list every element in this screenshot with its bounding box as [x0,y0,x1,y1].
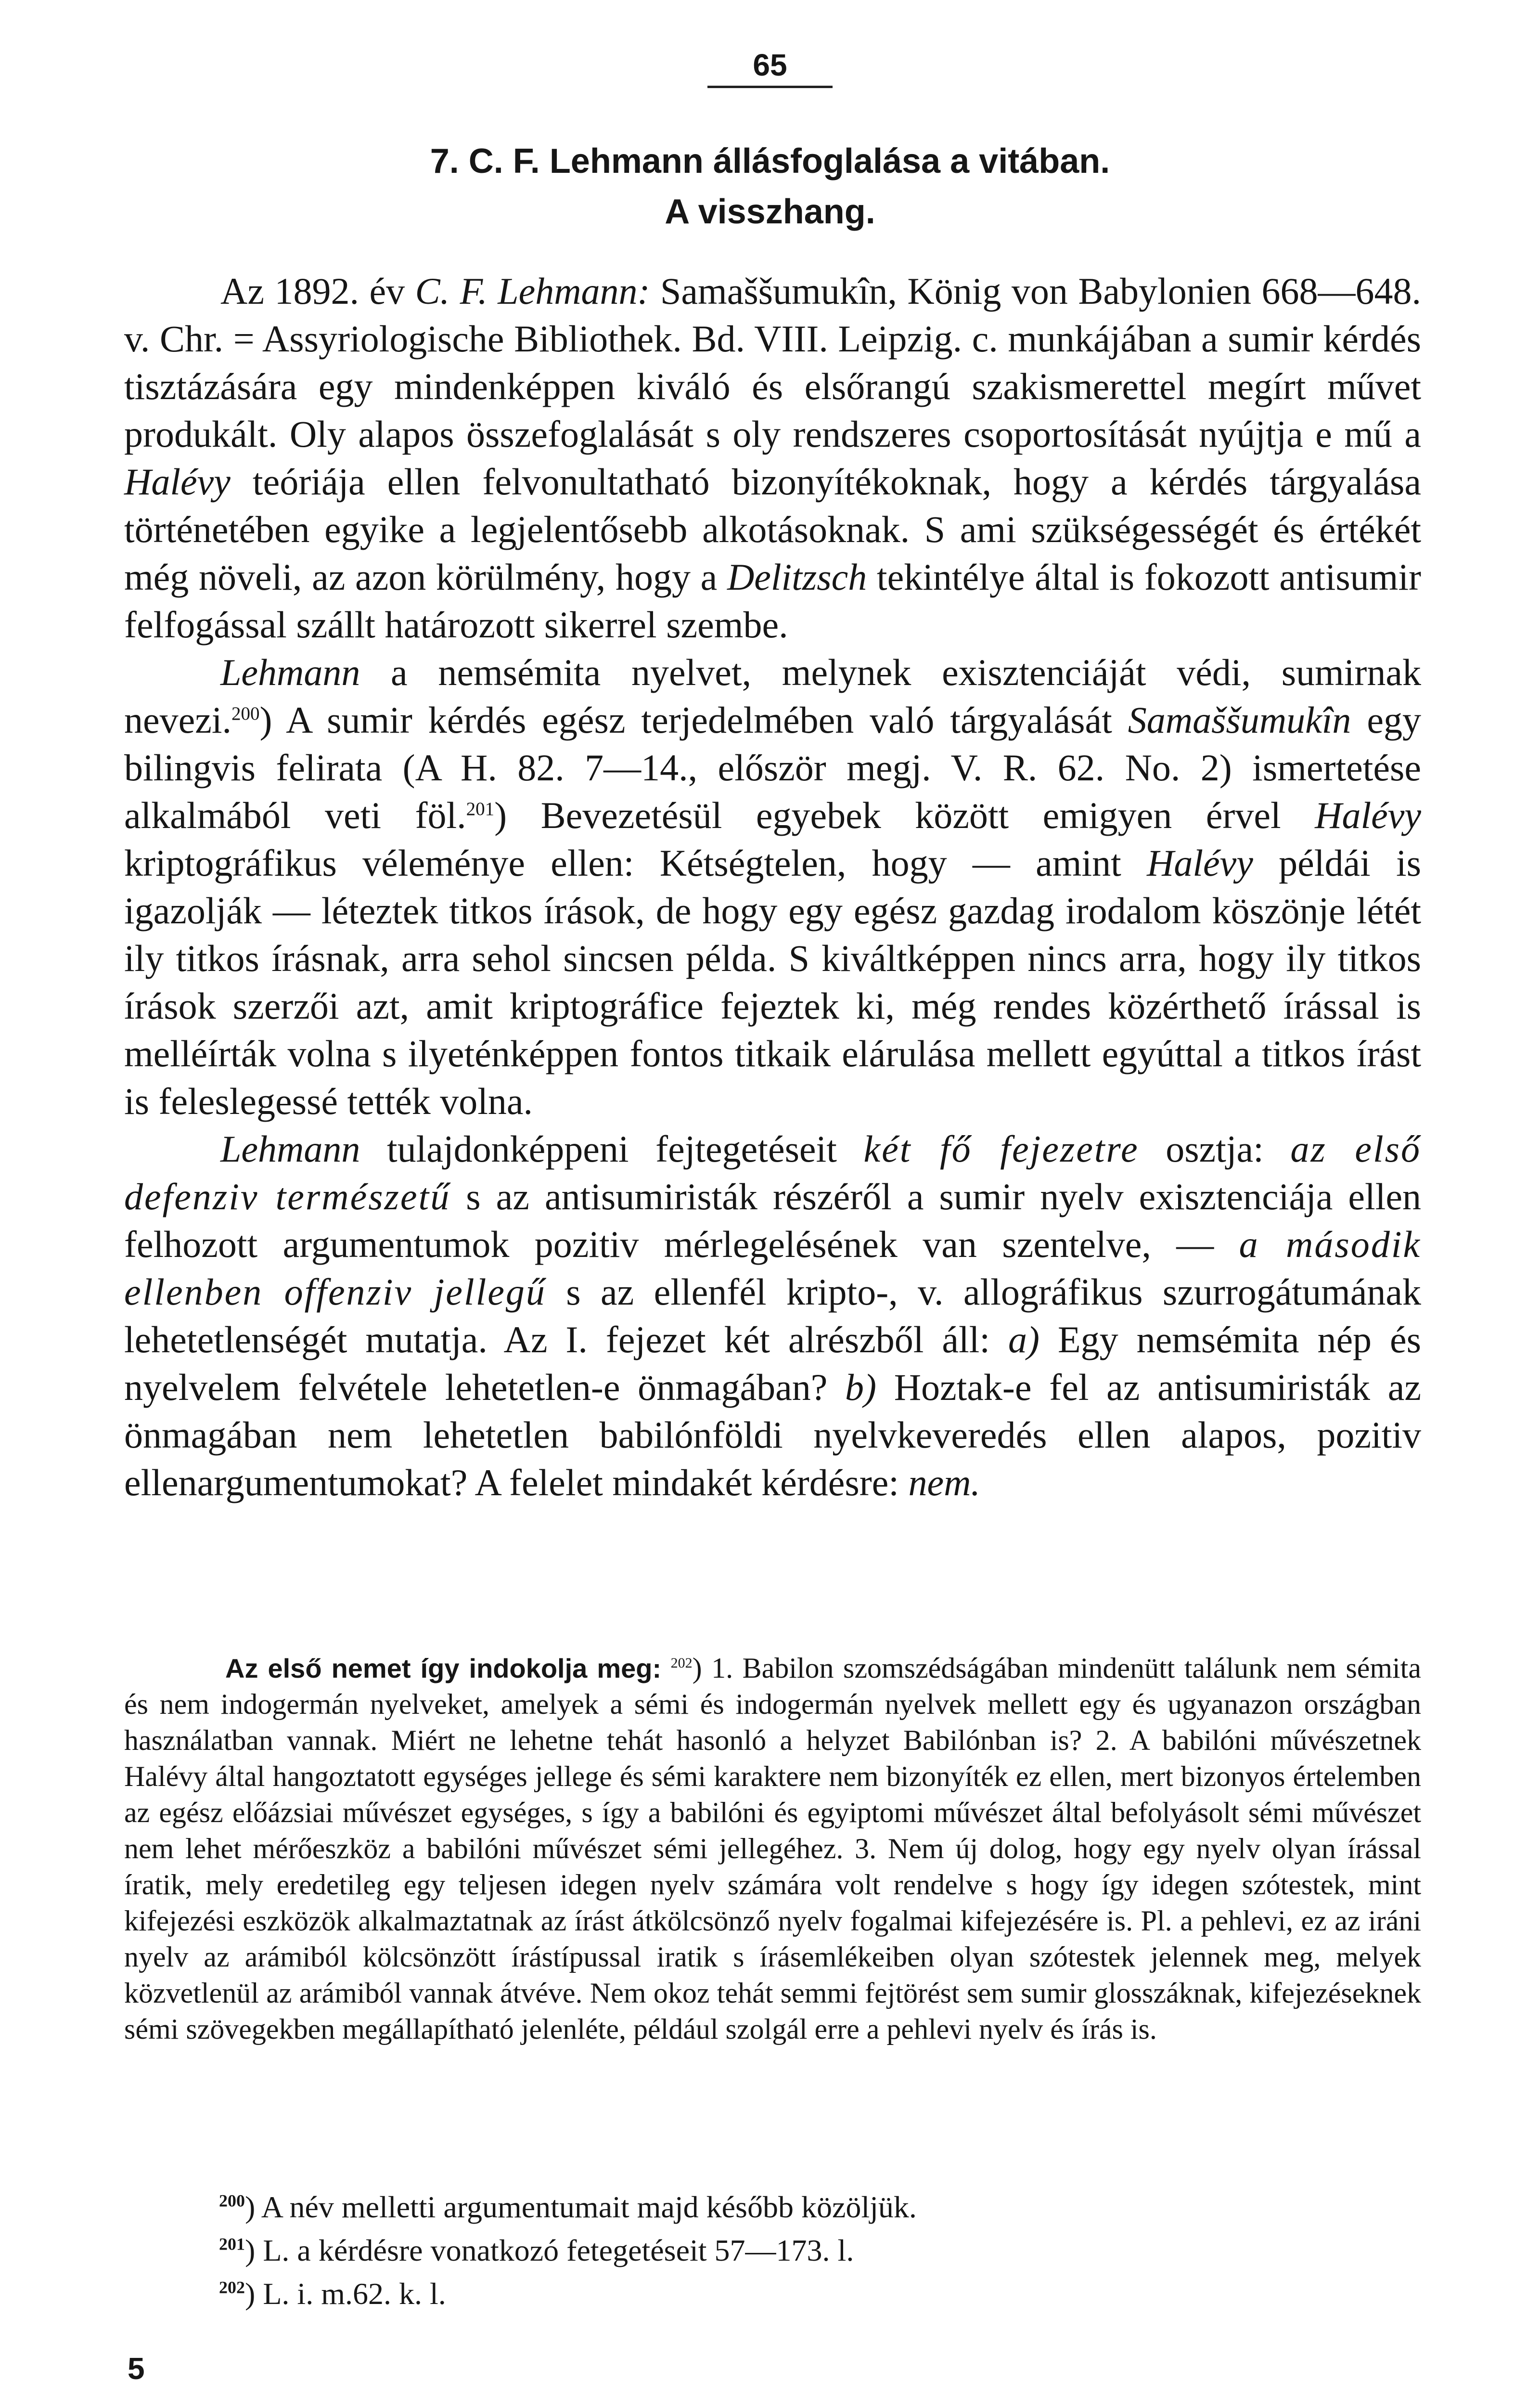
footnote-text: ) A név melletti argumentumait majd később közöljük. [245,2190,917,2224]
author-name: C. F. Lehmann: [415,270,650,312]
name-halevy: Halévy [124,461,231,503]
emphasis: két fő fejezetre [863,1128,1139,1170]
footnote [219,2186,1374,2229]
name-lehmann: Lehmann [220,1128,360,1170]
footnote-mark: 200 [219,2191,245,2211]
paragraph-3 [124,1125,1421,1506]
section-subheading: A visszhang. [665,193,875,231]
text-run: egy bilingvis felirata (A H. 82. 7—14., először megj. V. R. 62. No. 2) ismertetése alkalmából veti föl. [124,699,1421,836]
text-run: s az ellenfél kripto-, v. allográfikus szurrogátumának lehetetlenségét mutatja. Az I. fejezet két alrészből áll: [124,1271,1421,1360]
text-run: kriptográfikus véleménye ellen: Kétségtelen, hogy — amint [124,842,1147,884]
footnote-mark: 202 [219,2278,245,2297]
footnote [219,2229,1374,2272]
page-number-rule [707,86,833,88]
note-text: ) 1. Babilon szomszédságában mindenütt találunk nem sémita és nem indogermán nyelveket, amelyek a sémi és indogermán nyelvek mellett egy és ugyanazon országban használatban vannak. Miért ne lehetne tehát hasonló a helyzet Babilónban is? 2. A babilóni művészetnek Halévy által hangoztatott egységes jellege és sémi karaktere nem bizonyíték ez ellen, mert bizonyos értelemben az egész előázsiai művészet egységes, s így a babilóni és egyiptomi művészet által befolyásolt sémi művészet nem lehet mérőeszköz a babilóni művészet sémi jellegéhez. 3. Nem új dolog, hogy egy nyelv olyan írással íratik, mely eredetileg egy teljesen idegen nyelv számára volt rendelve s hogy így idegen szótestek, mint kifejezési eszközök alkalmaztatnak az írást átkölcsönző nyelv fogalmai kifejezésére is. Pl. a pehlevi, ez az iráni nyelv az arámiból kölcsönzött írástípussal iratik s írásemlékeiben olyan szótestek jelennek meg, melyek közvetlenül az arámiból vannak átvéve. Nem okoz tehát semmi fejtörést sem sumir glosszáknak, kifejezéseknek sémi szövegekben megállapítható jelenléte, például szolgál erre a pehlevi nyelv és írás is. [124,1652,1421,2045]
footnote-mark: 201 [219,2234,245,2254]
text-run: tulajdonképpeni fejtegetéseit [360,1128,864,1170]
footnote-ref: 202 [670,1655,693,1671]
name-samassumukin: Samaššumukîn [1128,699,1351,741]
footnote [219,2272,1374,2316]
note-block [124,1650,1421,2047]
text-run: a nemsémita nyelvet, melynek exisztenciáját védi, sumirnak nevezi. [124,651,1421,741]
paragraph-1 [124,267,1421,648]
footnote-ref: 200 [231,703,260,724]
list-marker: b) [845,1366,876,1408]
text-run: osztja: [1139,1128,1291,1170]
footnote-text: ) L. i. m.62. k. l. [245,2277,446,2311]
page-number: 65 [753,48,787,82]
signature-mark: 5 [128,2351,145,2386]
text-run: Az 1892. év [220,270,415,312]
emphasis: az első defenziv természetű [124,1128,1422,1217]
emphasis: a második ellenben offenziv jellegű [124,1223,1421,1313]
text-run: tekintélye által is fokozott antisumir felfogással szállt határozott sikerrel szembe. [124,556,1421,646]
text-run: példái is igazolják — léteztek titkos írások, de hogy egy egész gazdag irodalom köszönje létét ily titkos írásnak, arra sehol sincsen példa. S kiváltképpen nincs arra, hogy ily titkos írások szerzői azt, amit kriptográfice fejeztek ki, még rendes közérthető írással is melléírták volna s ilyeténképpen fontos titkaik elárulása mellett egyúttal a titkos írást is feleslegessé tették volna. [124,842,1422,1122]
note-lead: Az első nemet így indokolja meg: [225,1653,662,1683]
paragraph-2 [124,648,1421,1125]
text-run: s az antisumiristák részéről a sumir nyelv exisztenciája ellen felhozott argumentumok pozitiv mérlegelésének van szentelve, — [124,1176,1421,1265]
list-marker: a) [1008,1319,1040,1360]
text-run: ) Bevezetésül egyebek között emigyen érvel [494,794,1315,836]
text-run: Hoztak-e fel az antisumiristák az önmagában nem lehetetlen babilónföldi nyelvkeveredés ellen alapos, pozitiv ellenargumentumokat? A felelet mindakét kérdésre: [124,1366,1421,1503]
note-paragraph [124,1650,1421,2047]
text-run: teóriája ellen felvonultatható bizonyítékoknak, hogy a kérdés tárgyalása történetében egyike a legjelentősebb alkotásoknak. S ami szükségességét és értékét még növeli, az azon körülmény, hogy a [124,461,1421,598]
main-text [124,267,1421,1506]
emphasis: nem. [908,1462,980,1503]
name-halevy: Halévy [1315,794,1421,836]
footnotes [219,2186,1374,2316]
name-halevy: Halévy [1147,842,1253,884]
footnote-text: ) L. a kérdésre vonatkozó fetegetéseit 57—173. l. [245,2233,854,2267]
text-run: Egy nemsémita nép és nyelvelem felvétele lehetetlen-e önmagában? [124,1319,1422,1408]
name-lehmann: Lehmann [220,651,360,693]
footnote-ref: 201 [466,799,495,819]
name-delitzsch: Delitzsch [727,556,867,598]
text-run: ) A sumir kérdés egész terjedelmében való tárgyalását [259,699,1128,741]
text-run: Samaššumukîn, König von Babylonien 668—648. v. Chr. = Assyriologische Bibliothek. Bd. VIII. Leipzig. c. munkájában a sumir kérdés tisztázására egy mindenképpen kiváló és elsőrangú szakismerettel megírt művet produkált. Oly alapos összefoglalását s oly rendszeres csoportosítását nyújtja e mű a [124,270,1422,455]
section-heading: 7. C. F. Lehmann állásfoglalása a vitában. [430,142,1110,181]
